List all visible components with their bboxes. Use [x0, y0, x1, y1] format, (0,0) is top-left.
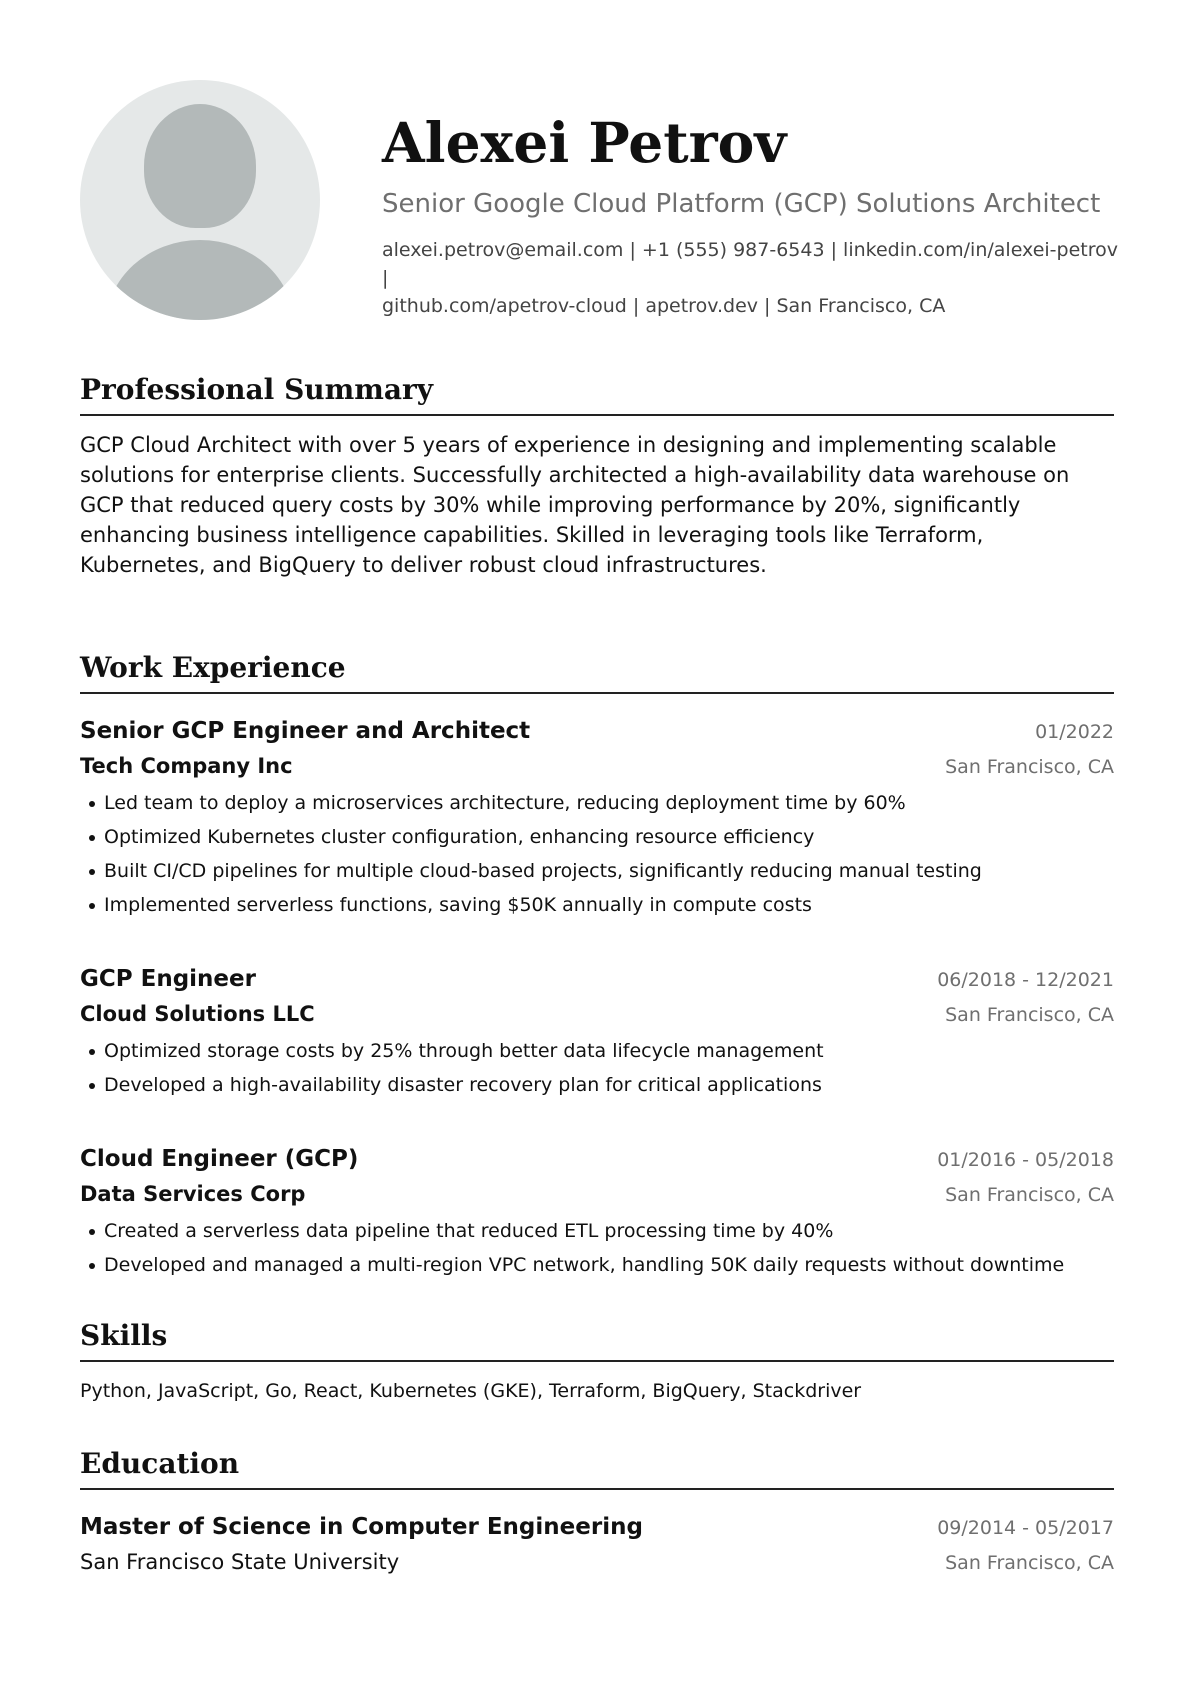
job-bullet: Implemented serverless functions, saving $50K annually in compute costs: [80, 888, 1114, 922]
education-location: San Francisco, CA: [945, 1552, 1114, 1574]
education-school: San Francisco State University: [80, 1550, 400, 1574]
job-bullet: Created a serverless data pipeline that reduced ETL processing time by 40%: [80, 1214, 1114, 1248]
job-location: San Francisco, CA: [945, 1004, 1114, 1026]
job-bullet: Led team to deploy a microservices architecture, reducing deployment time by 60%: [80, 786, 1114, 820]
job-dates: 01/2016 - 05/2018: [937, 1149, 1114, 1171]
header-info: [382, 108, 1122, 320]
job-bullet: Developed a high-availability disaster recovery plan for critical applications: [80, 1068, 1114, 1102]
job-bullets: [80, 1214, 1114, 1282]
education-dates: 09/2014 - 05/2017: [937, 1517, 1114, 1539]
job-company: Cloud Solutions LLC: [80, 1002, 315, 1026]
summary-section: [80, 372, 1114, 580]
avatar-placeholder: [80, 80, 320, 320]
candidate-name: Alexei Petrov: [382, 110, 787, 175]
job-location: San Francisco, CA: [945, 1184, 1114, 1206]
candidate-title: Senior Google Cloud Platform (GCP) Solutions Architect: [382, 189, 1101, 219]
avatar-body-shape: [106, 240, 294, 320]
education-degree: Master of Science in Computer Engineering: [80, 1514, 643, 1540]
avatar-head-shape: [144, 104, 256, 228]
job-bullet: Optimized Kubernetes cluster configuration, enhancing resource efficiency: [80, 820, 1114, 854]
job-bullet: Developed and managed a multi-region VPC network, handling 50K daily requests without downtime: [80, 1248, 1114, 1282]
job-bullets: [80, 1034, 1114, 1102]
job-company: Data Services Corp: [80, 1182, 306, 1206]
job-entry: [80, 1142, 1114, 1282]
job-dates: 06/2018 - 12/2021: [937, 969, 1114, 991]
skills-heading: Skills: [80, 1318, 1114, 1362]
contact-line-2: github.com/apetrov-cloud | apetrov.dev | San Francisco, CA: [382, 295, 946, 317]
experience-section: [80, 650, 1114, 1282]
education-section: [80, 1446, 1114, 1580]
education-heading: Education: [80, 1446, 1114, 1490]
summary-heading: Professional Summary: [80, 372, 1114, 416]
contact-line-1: alexei.petrov@email.com | +1 (555) 987-6543 | linkedin.com/in/alexei-petrov |: [382, 239, 1118, 289]
job-role: Senior GCP Engineer and Architect: [80, 718, 531, 744]
job-company: Tech Company Inc: [80, 754, 293, 778]
skills-list: Python, JavaScript, Go, React, Kubernetes (GKE), Terraform, BigQuery, Stackdriver: [80, 1380, 862, 1402]
job-dates: 01/2022: [1035, 721, 1114, 743]
job-location: San Francisco, CA: [945, 756, 1114, 778]
job-entry: [80, 714, 1114, 922]
job-bullet: Built CI/CD pipelines for multiple cloud-based projects, significantly reducing manual testing: [80, 854, 1114, 888]
job-entry: [80, 962, 1114, 1102]
job-bullets: [80, 786, 1114, 922]
job-bullet: Optimized storage costs by 25% through better data lifecycle management: [80, 1034, 1114, 1068]
job-role: GCP Engineer: [80, 966, 256, 992]
education-entry: [80, 1510, 1114, 1580]
skills-section: [80, 1318, 1114, 1406]
job-role: Cloud Engineer (GCP): [80, 1146, 359, 1172]
summary-text: GCP Cloud Architect with over 5 years of experience in designing and implementing scalable solutions for enterprise clients. Successfully architected a high-availability data warehouse on GCP that reduced query costs by 30% while improving performance by 20%, significantly enhancing business intelligence capabilities. Skilled in leveraging tools like Terraform, Kubernetes, and BigQuery to deliver robust cloud infrastructures.: [80, 433, 1070, 577]
contact-info: [382, 236, 1122, 320]
experience-heading: Work Experience: [80, 650, 1114, 694]
